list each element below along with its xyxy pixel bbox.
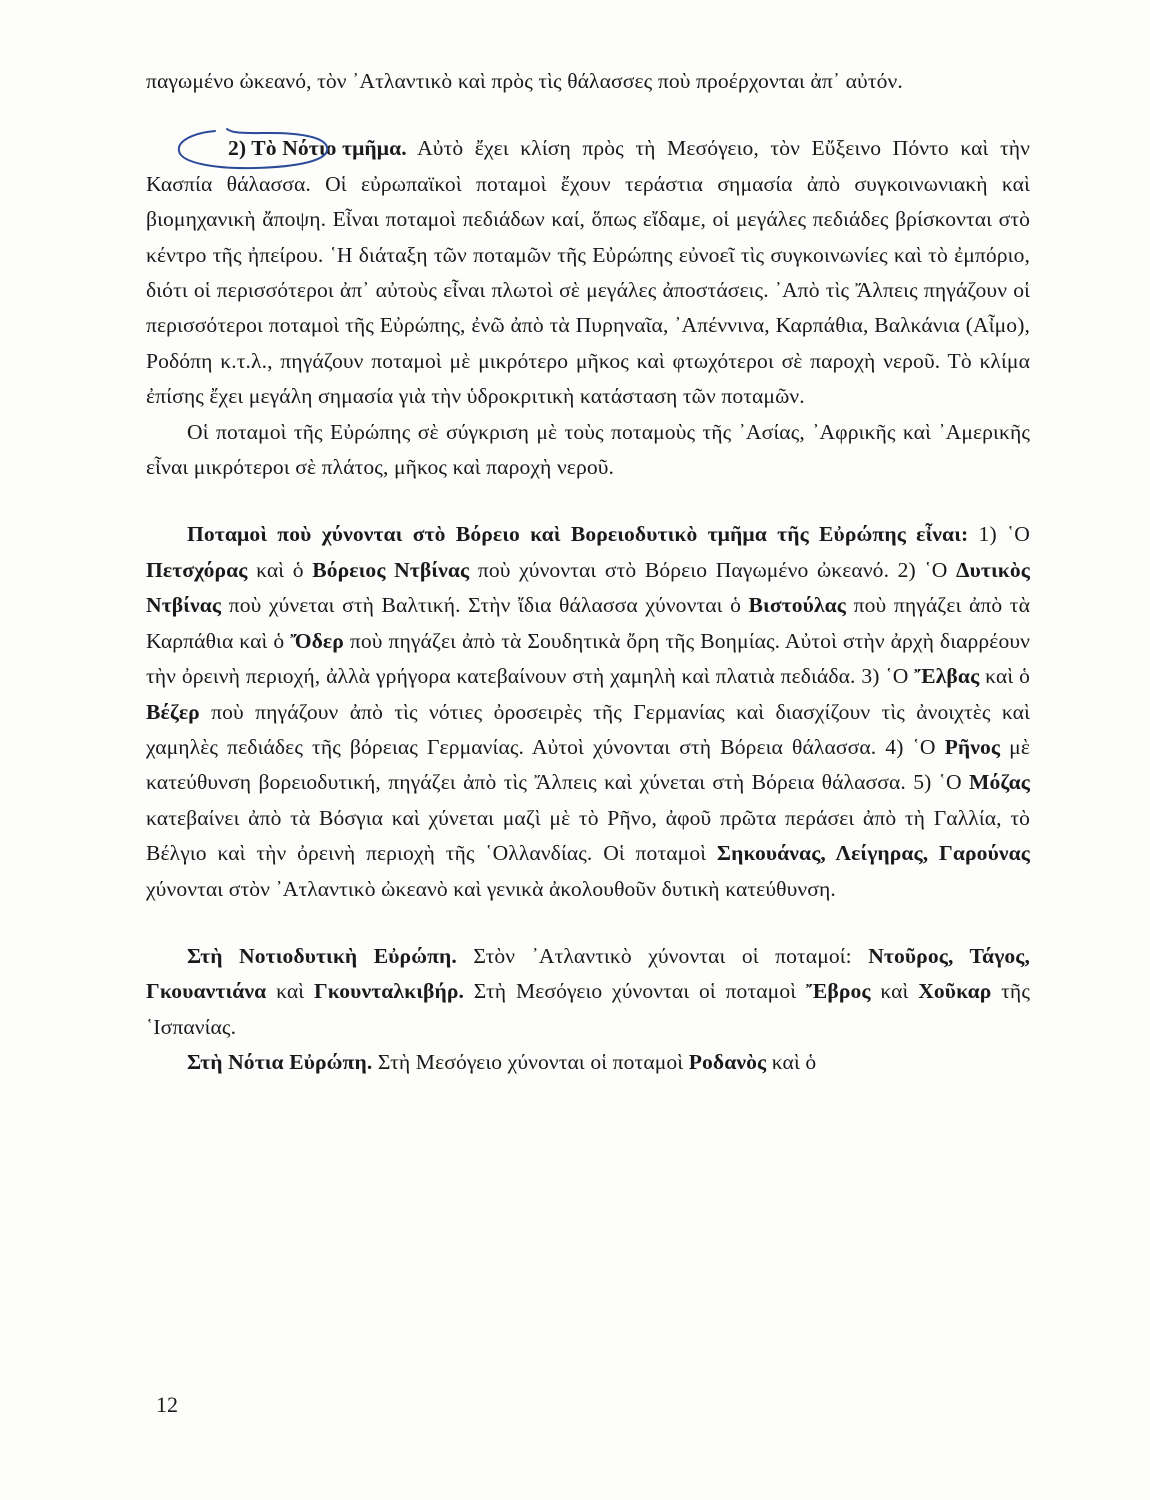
paragraph-north-rivers: Ποταμοὶ ποὺ χύνονται στὸ Βόρειο καὶ Βορειοδυτικὸ τμῆμα τῆς Εὐρώπης εἶναι: 1) ῾Ο Πετσχόρας καὶ ὁ Βόρειος Ντβίνας ποὺ χύνονται στὸ Βόρειο Παγωμένο ὠκεανό. 2) ῾Ο Δυτικὸς Ντβίνας ποὺ χύνεται στὴ Βαλτική. Στὴν ἴδια θάλασσα χύνονται ὁ Βιστούλας ποὺ πηγάζει ἀπὸ τὰ Καρπάθια καὶ ὁ Ὄδερ ποὺ πηγάζει ἀπὸ τὰ Σουδητικὰ ὄρη τῆς Βοημίας. Αὐτοὶ στὴν ἀρχὴ διαρρέουν τὴν ὀρεινὴ περιοχή, ἀλλὰ γρήγορα κατεβαίνουν στὴ χαμηλὴ καὶ πλατιὰ πεδιάδα. 3) ῾Ο Ἔλβας καὶ ὁ Βέζερ ποὺ πηγάζουν ἀπὸ τὶς νότιες ὀροσειρὲς τῆς Γερμανίας καὶ διασχίζουν τὶς ἀνοιχτὲς καὶ χαμηλὲς πεδιάδες τῆς βόρειας Γερμανίας. Αὐτοὶ χύνονται στὴ Βόρεια θάλασσα. 4) ῾Ο Ρῆνος μὲ κατεύθυνση βορειοδυτική, πηγάζει ἀπὸ τὶς Ἄλπεις καὶ χύνεται στὴ Βόρεια θάλασσα. 5) ῾Ο Μόζας κατεβαίνει ἀπὸ τὰ Βόσγια καὶ χύνεται μαζὶ μὲ τὸ Ρῆνο, ἀφοῦ πρῶτα περάσει ἀπὸ τὴ Γαλλία, τὸ Βέλγιο καὶ τὴν ὀρεινὴ περιοχὴ τῆς ῾Ολλανδίας. Οἱ ποταμοὶ Σηκουάνας, Λείγηρας, Γαρούνας χύνονται στὸν ᾿Ατλαντικὸ ὠκεανὸ καὶ γενικὰ ἀκολουθοῦν δυτικὴ κατεύθυνση. [146, 522, 1031, 901]
paragraph-south-section: 2) Τὸ Νότιο τμῆμα. Αὐτὸ ἔχει κλίση πρὸς τὴ Μεσόγειο, τὸν Εὔξεινο Πόντο καὶ τὴν Κασπία θάλασσα. Οἱ εὐρωπαϊκοὶ ποταμοὶ ἔχουν τεράστια σημασία ἀπὸ συγκοινωνιακὴ καὶ βιομηχανικὴ ἄποψη. Εἶναι ποταμοὶ πεδιάδων καί, ὅπως εἴδαμε, οἱ μεγάλες πεδιάδες βρίσκονται στὸ κέντρο τῆς ἠπείρου. ῾Η διάταξη τῶν ποταμῶν τῆς Εὐρώπης εὐνοεῖ τὶς συγκοινωνίες καὶ τὸ ἐμπόριο, διότι οἱ περισσότεροι ἀπ᾿ αὐτοὺς εἶναι πλωτοὶ σὲ μεγάλες ἀποστάσεις. ᾿Απὸ τὶς Ἄλπεις πηγάζουν οἱ περισσότεροι ποταμοὶ τῆς Εὐρώπης, ἐνῶ ἀπὸ τὰ Πυρηναῖα, ᾿Απέννινα, Καρπάθια, Βαλκάνια (Αἶμο), Ροδόπη κ.τ.λ., πηγάζουν ποταμοὶ μὲ μικρότερο μῆκος καὶ φτωχότεροι σὲ παροχὴ νεροῦ. Τὸ κλίμα ἐπίσης ἔχει μεγάλη σημασία γιὰ τὴν ὑδροκριτικὴ κατάσταση τῶν ποταμῶν. [146, 131, 1030, 414]
paragraph-south: Στὴ Νότια Εὐρώπη. Στὴ Μεσόγειο χύνονται οἱ ποταμοὶ Ροδανὸς καὶ ὁ [187, 1050, 817, 1075]
paragraph-southwest: Στὴ Νοτιοδυτικὴ Εὐρώπη. Στὸν ᾿Ατλαντικὸ χύνονται οἱ ποταμοί: Ντοῦρος, Τάγος, Γκουαντιάνα καὶ Γκουνταλκιβήρ. Στὴ Μεσόγειο χύνονται οἱ ποταμοὶ Ἔβρος καὶ Χοῦκαρ τῆς ῾Ισπανίας. [146, 943, 1030, 1039]
paragraph-ocean: παγωμένο ὠκεανό, τὸν ᾿Ατλαντικὸ καὶ πρὸς τὶς θάλασσες ποὺ προέρχονται ἀπ᾿ αὐτόν. [146, 69, 903, 93]
circled-heading: 2) Τὸ Νότιο τμῆμα. [187, 131, 407, 166]
paragraph-comparison: Οἱ ποταμοὶ τῆς Εὐρώπης σὲ σύγκριση μὲ τοὺς ποταμοὺς τῆς ᾿Ασίας, ᾿Αφρικῆς καὶ ᾿Αμερικῆς εἶναι μικρότεροι σὲ πλάτος, μῆκος καὶ παροχὴ νεροῦ. [146, 419, 1030, 480]
page-number: 12 [156, 1392, 178, 1417]
body-text [146, 64, 1030, 1081]
